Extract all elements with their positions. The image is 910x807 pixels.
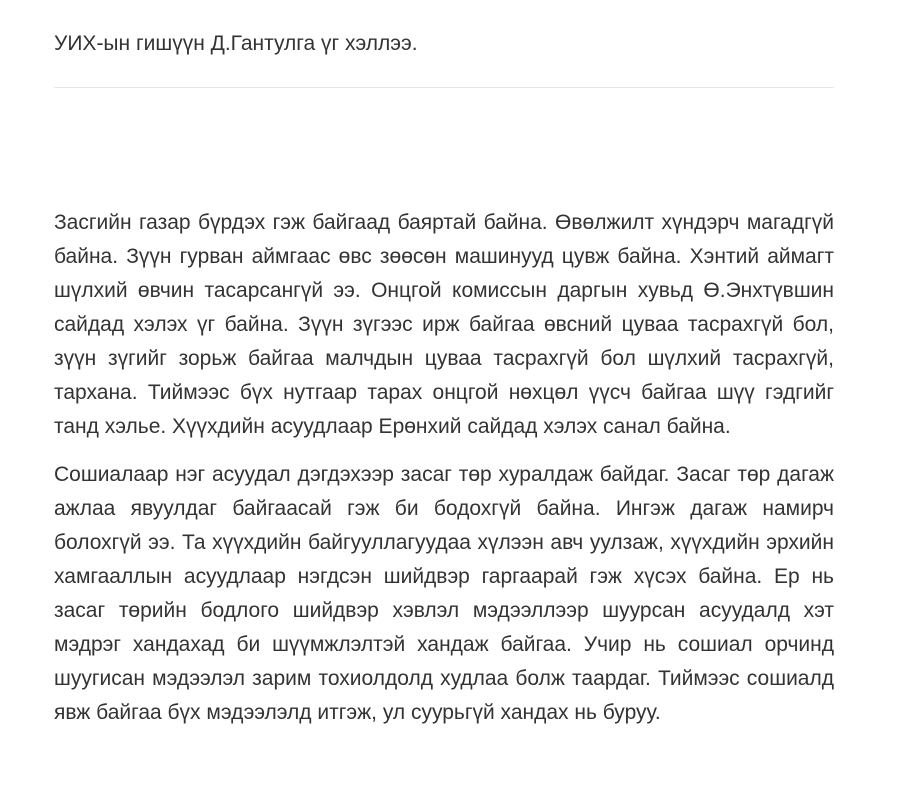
- article: [54, 0, 834, 744]
- paragraph-2: Сошиалаар нэг асуудал дэгдэхээр засаг төр хуралдаж байдаг. Засаг төр дагаж ажлаа явуулдаг байгаасай гэж би бодохгүй байна. Ингэж дагаж намирч болохгүй ээ. Та хүүхдийн байгууллагуудаа хүлээн авч уулзаж, хүүхдийн эрхийн хамгааллын асуудлаар нэгдсэн шийдвэр гаргаарай гэж хүсэх байна. Ер нь засаг төрийн бодлого шийдвэр хэвлэл мэдээллээр шуурсан асуудалд хэт мэдрэг хандахад би шүүмжлэлтэй хандаж байгаа. Учир нь сошиал орчинд шуугисан мэдээлэл зарим тохиолдолд худлаа болж таардаг. Тиймээс сошиалд явж байгаа бүх мэдээлэлд итгэж, ул суурьгүй хандах нь буруу.: [54, 463, 834, 724]
- divider: [54, 87, 834, 88]
- article-body: [54, 206, 834, 730]
- paragraph-1: Засгийн газар бүрдэх гэж байгаад баяртай байна. Өвөлжилт хүндэрч магадгүй байна. Зүүн гурван аймгаас өвс зөөсөн машинууд цувж байна. Хэнтий аймагт шүлхий өвчин тасарсангүй ээ. Онцгой комиссын даргын хувьд Ө.Энхтүвшин сайдад хэлэх үг байна. Зүүн зүгээс ирж байгаа өвсний цуваа тасрахгүй бол, зүүн зүгийг зорьж байгаа малчдын цуваа тасрахгүй бол шүлхий тасрахгүй, тархана. Тиймээс бүх нутгаар тарах онцгой нөхцөл үүсч байгаа шүү гэдгийг танд хэлье. Хүүхдийн асуудлаар Ерөнхий сайдад хэлэх санал байна.: [54, 211, 834, 438]
- article-headline: УИХ-ын гишүүн Д.Гантулга үг хэллээ.: [54, 32, 418, 55]
